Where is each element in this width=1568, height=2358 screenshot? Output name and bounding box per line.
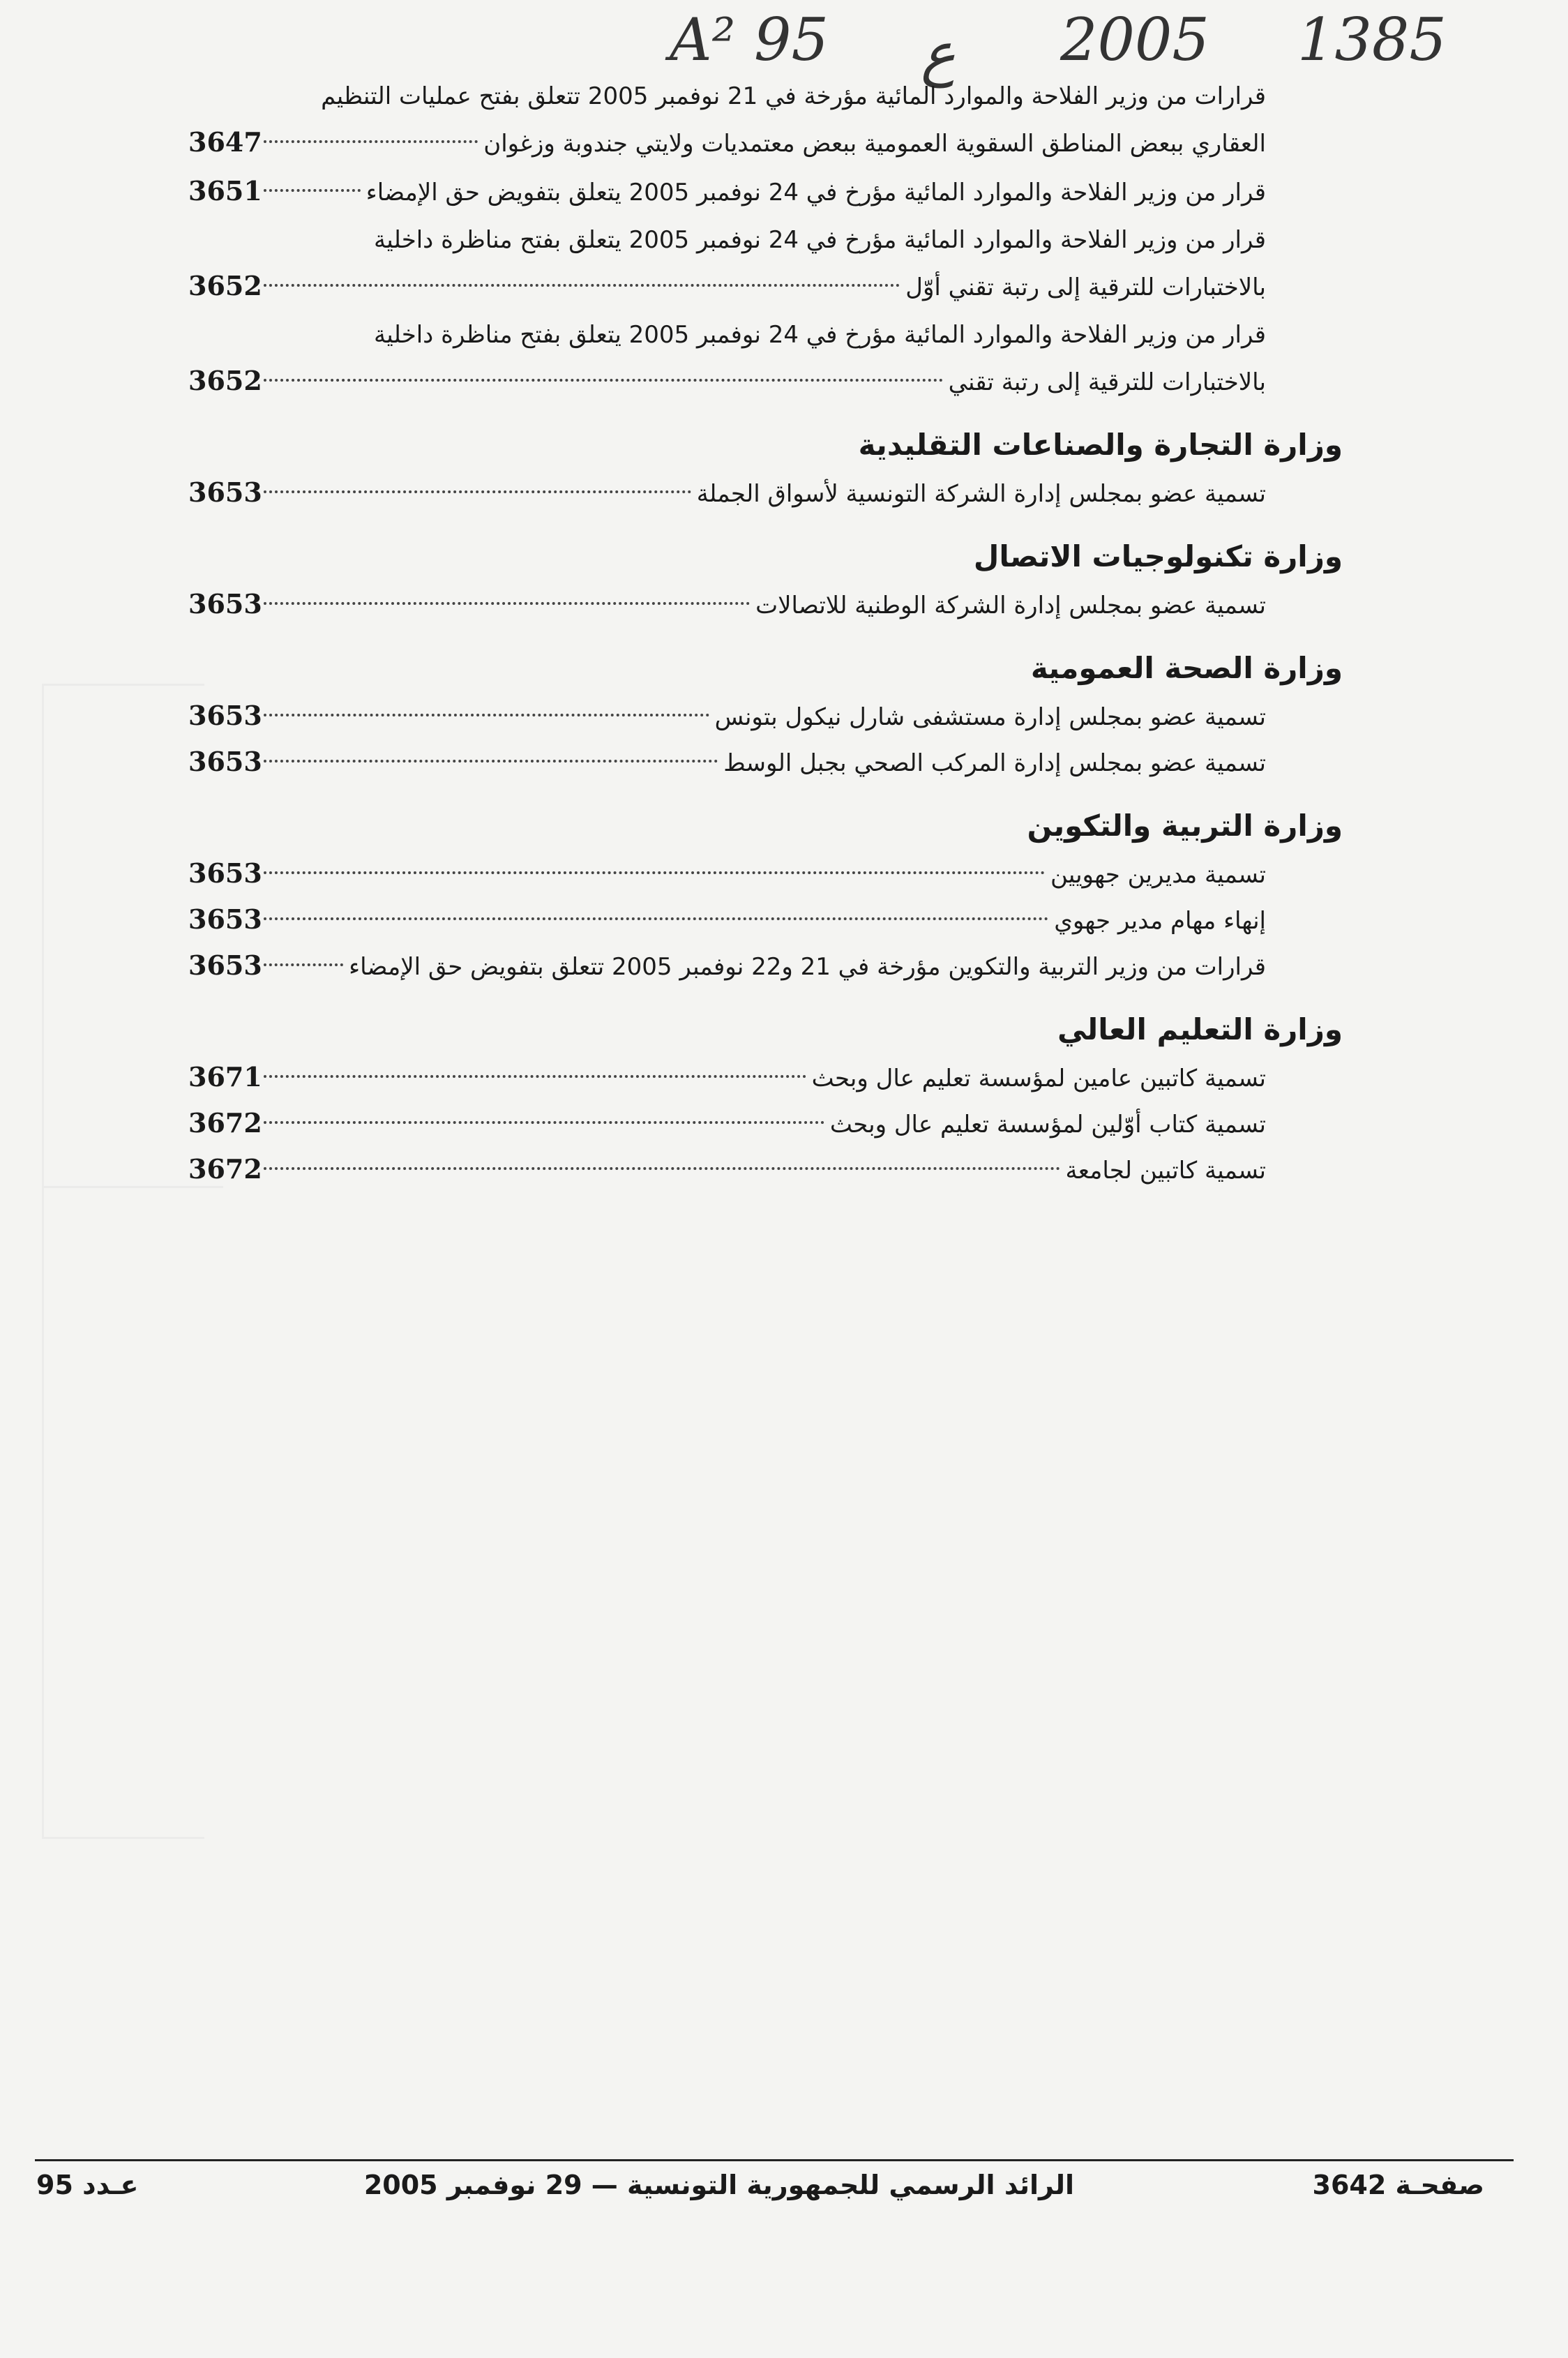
toc-page-number: 3647 xyxy=(188,126,262,158)
dot-leader xyxy=(264,140,478,143)
section-heading-communication: وزارة تكنولوجيات الاتصال xyxy=(973,539,1343,573)
toc-page-number: 3653 xyxy=(188,700,262,731)
toc-entry-text: تسمية كاتبين عامين لمؤسسة تعليم عال وبحث xyxy=(811,1065,1266,1092)
toc-entry-line xyxy=(188,693,1266,739)
toc-entry-line xyxy=(188,168,1266,214)
footer-divider xyxy=(35,2159,1514,2161)
toc-page-number: 3671 xyxy=(188,1061,262,1092)
toc-page-number: 3653 xyxy=(188,857,262,889)
toc-page-number: 3653 xyxy=(188,476,262,508)
dot-leader xyxy=(264,1167,1060,1170)
toc-page-number: 3653 xyxy=(188,949,262,981)
toc-entry[interactable] xyxy=(188,896,1266,943)
toc-entry-text: العقاري ببعض المناطق السقوية العمومية ببعض معتمديات ولايتي جندوبة وزغوان xyxy=(483,130,1266,158)
toc-entry-text: تسمية مديرين جهويين xyxy=(1050,861,1266,889)
toc-page-number: 3672 xyxy=(188,1153,262,1185)
toc-page-number: 3672 xyxy=(188,1107,262,1139)
toc-entry-line xyxy=(188,470,1266,516)
toc-entry-line xyxy=(188,217,1266,263)
toc-entry-text: تسمية كتاب أوّلين لمؤسسة تعليم عال وبحث xyxy=(829,1111,1266,1139)
toc-entry-line xyxy=(188,943,1266,989)
handwritten-number: 1385 xyxy=(1297,6,1447,74)
footer-issue-number: عـدد 95 xyxy=(36,2170,139,2200)
section-heading-health: وزارة الصحة العمومية xyxy=(1030,651,1343,685)
toc-entry-text: تسمية عضو بمجلس إدارة الشركة التونسية لأسواق الجملة xyxy=(696,480,1266,508)
toc-entry-text: بالاختبارات للترقية إلى رتبة تقني xyxy=(948,368,1266,396)
toc-entry[interactable] xyxy=(188,1054,1266,1100)
toc-entry-text: تسمية كاتبين لجامعة xyxy=(1065,1157,1266,1185)
toc-entry-text: إنهاء مهام مدير جهوي xyxy=(1054,907,1266,935)
toc-entry-text: بالاختبارات للترقية إلى رتبة تقني أوّل xyxy=(905,273,1266,301)
toc-entry-line xyxy=(188,581,1266,627)
toc-entry[interactable] xyxy=(188,1146,1266,1192)
dot-leader xyxy=(264,871,1045,874)
section-heading-education: وزارة التربية والتكوين xyxy=(1027,809,1343,843)
toc-entry-line xyxy=(188,1054,1266,1100)
dot-leader xyxy=(264,490,691,493)
toc-entry-text: تسمية عضو بمجلس إدارة المركب الصحي بجبل الوسط xyxy=(723,749,1266,777)
toc-entry[interactable] xyxy=(188,168,1266,214)
toc-entry[interactable] xyxy=(188,850,1266,896)
toc-entry[interactable] xyxy=(188,693,1266,739)
dot-leader xyxy=(264,379,943,382)
dot-leader xyxy=(264,917,1048,920)
dot-leader xyxy=(264,963,343,966)
toc-entry[interactable] xyxy=(188,217,1266,309)
toc-entry-text: قرار من وزير الفلاحة والموارد المائية مؤرخ في 24 نوفمبر 2005 يتعلق بتفويض حق الإمضاء xyxy=(365,179,1266,206)
toc-entry[interactable] xyxy=(188,739,1266,785)
toc-entry[interactable] xyxy=(188,73,1266,165)
toc-entry-text: قرار من وزير الفلاحة والموارد المائية مؤرخ في 24 نوفمبر 2005 يتعلق بفتح مناظرة داخلية xyxy=(373,321,1266,349)
dot-leader xyxy=(264,1075,806,1078)
section-heading-commerce: وزارة التجارة والصناعات التقليدية xyxy=(858,428,1343,462)
dot-leader xyxy=(264,714,709,716)
footer-page-label: صفحـة 3642 xyxy=(1312,2170,1484,2200)
toc-page-number: 3652 xyxy=(188,365,262,396)
toc-entry-line xyxy=(188,358,1266,404)
handwritten-note xyxy=(670,6,1479,88)
toc-entry-line xyxy=(188,263,1266,309)
dot-leader xyxy=(264,284,900,287)
toc-entry-line xyxy=(188,739,1266,785)
toc-page-number: 3653 xyxy=(188,903,262,935)
toc-entry-line xyxy=(188,73,1266,119)
toc-page-number: 3653 xyxy=(188,746,262,777)
toc-page-number: 3651 xyxy=(188,175,262,206)
toc-entry-text: تسمية عضو بمجلس إدارة الشركة الوطنية للاتصالات xyxy=(755,592,1266,619)
toc-entry[interactable] xyxy=(188,581,1266,627)
toc-entry[interactable] xyxy=(188,943,1266,989)
toc-entry[interactable] xyxy=(188,1100,1266,1146)
footer-publication-title: الرائد الرسمي للجمهورية التونسية — 29 نوفمبر 2005 xyxy=(363,2170,1074,2200)
toc-page-number: 3653 xyxy=(188,588,262,619)
toc-entry-line xyxy=(188,1100,1266,1146)
section-heading-higher-education: وزارة التعليم العالي xyxy=(1057,1012,1343,1046)
toc-entry-text: تسمية عضو بمجلس إدارة مستشفى شارل نيكول بتونس xyxy=(714,703,1266,731)
toc-entry-text: قرار من وزير الفلاحة والموارد المائية مؤرخ في 24 نوفمبر 2005 يتعلق بفتح مناظرة داخلية xyxy=(373,226,1266,254)
handwritten-letter: ع xyxy=(921,20,956,88)
dot-leader xyxy=(264,189,361,192)
toc-entry[interactable] xyxy=(188,312,1266,404)
bleed-through-rule xyxy=(42,1186,223,1837)
toc-entry-line xyxy=(188,119,1266,165)
toc-page-number: 3652 xyxy=(188,270,262,301)
dot-leader xyxy=(264,1121,824,1124)
handwritten-year: 2005 xyxy=(1060,6,1209,74)
toc-entry[interactable] xyxy=(188,470,1266,516)
table-of-contents xyxy=(188,73,1343,1192)
toc-entry-line xyxy=(188,896,1266,943)
toc-entry-line xyxy=(188,850,1266,896)
dot-leader xyxy=(264,760,718,763)
toc-entry-line xyxy=(188,312,1266,358)
handwritten-ref: A² 95 xyxy=(670,6,829,74)
dot-leader xyxy=(264,602,750,605)
toc-entry-text: قرارات من وزير التربية والتكوين مؤرخة في 21 و22 نوفمبر 2005 تتعلق بتفويض حق الإمضاء xyxy=(349,953,1266,981)
toc-entry-text: قرارات من وزير الفلاحة والموارد المائية مؤرخة في 21 نوفمبر 2005 تتعلق بفتح عمليات التنظيم xyxy=(321,82,1266,110)
toc-entry-line xyxy=(188,1146,1266,1192)
